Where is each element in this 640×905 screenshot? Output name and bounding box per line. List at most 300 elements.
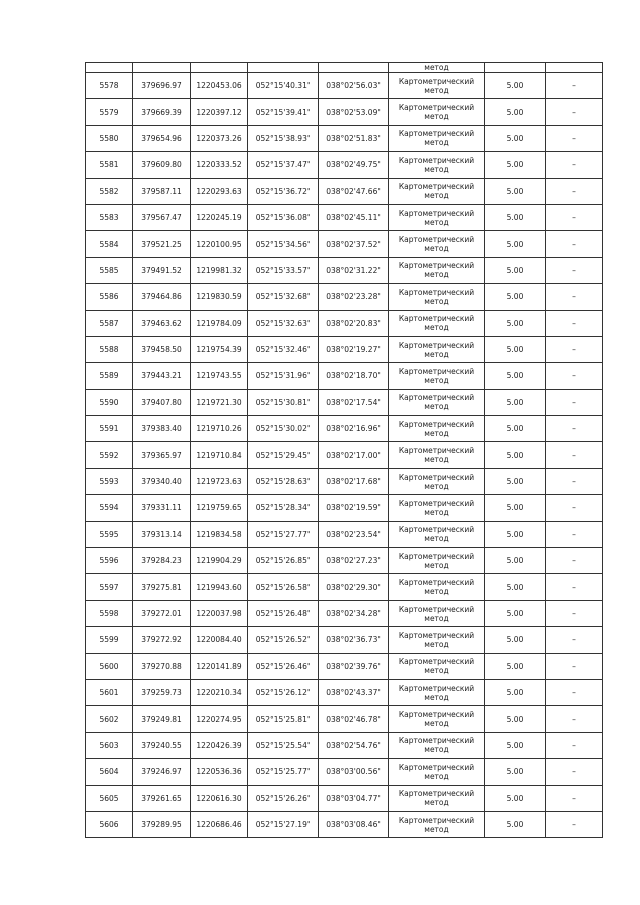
cell-x: 379491.52 (133, 257, 191, 283)
cell-number: 5605 (86, 785, 133, 811)
cell-method (389, 785, 485, 811)
cell-latitude: 052°15'31.96" (248, 363, 319, 389)
cell-number: 5602 (86, 706, 133, 732)
cell-x: 379313.14 (133, 521, 191, 547)
table-row (86, 521, 603, 547)
cell-longitude: 038°02'29.30" (319, 574, 389, 600)
cell-accuracy: 5.00 (485, 811, 546, 837)
cell-latitude: 052°15'26.52" (248, 627, 319, 653)
cell-number: 5596 (86, 548, 133, 574)
table-row (86, 152, 603, 178)
method-line-1: Картометрический (398, 314, 475, 324)
cell-accuracy: 5.00 (485, 178, 546, 204)
cell-latitude: 052°15'28.63" (248, 468, 319, 494)
cell-longitude: 038°02'47.66" (319, 178, 389, 204)
cell-method (389, 521, 485, 547)
cell-latitude: 052°15'28.34" (248, 495, 319, 521)
cell-y: 1220084.40 (191, 627, 248, 653)
cell-latitude: 052°15'38.93" (248, 125, 319, 151)
cell-method (389, 257, 485, 283)
cell-latitude: 052°15'30.81" (248, 389, 319, 415)
cell-latitude: 052°15'32.63" (248, 310, 319, 336)
table-row (86, 125, 603, 151)
cell-latitude: 052°15'34.56" (248, 231, 319, 257)
cell-x: 379331.11 (133, 495, 191, 521)
method-line-2: метод (424, 824, 449, 834)
cell-y (191, 63, 248, 73)
method-line-1: Картометрический (398, 155, 475, 165)
cell-latitude: 052°15'40.31" (248, 73, 319, 99)
cell-number: 5586 (86, 284, 133, 310)
cell-method (389, 627, 485, 653)
cell-y: 1219834.58 (191, 521, 248, 547)
cell-x: 379463.62 (133, 310, 191, 336)
cell-y: 1220333.52 (191, 152, 248, 178)
method-line-2: метод (424, 692, 449, 702)
cell-number: 5585 (86, 257, 133, 283)
cell-x: 379275.81 (133, 574, 191, 600)
cell-method (389, 759, 485, 785)
method-line-2: метод (424, 191, 449, 201)
method-line-2: метод (424, 375, 449, 385)
cell-y: 1219830.59 (191, 284, 248, 310)
method-line-1: Картометрический (398, 261, 475, 271)
cell-accuracy: 5.00 (485, 521, 546, 547)
cell-x: 379654.96 (133, 125, 191, 151)
method-line-1: Картометрический (398, 762, 475, 772)
cell-number: 5579 (86, 99, 133, 125)
cell-number: 5591 (86, 416, 133, 442)
cell-latitude: 052°15'26.48" (248, 600, 319, 626)
cell-latitude: 052°15'26.26" (248, 785, 319, 811)
cell-longitude: 038°02'17.68" (319, 468, 389, 494)
cell-method (389, 310, 485, 336)
cell-x: 379669.39 (133, 99, 191, 125)
table-row (86, 811, 603, 837)
cell-y: 1220373.26 (191, 125, 248, 151)
table-row (86, 73, 603, 99)
cell-y: 1220686.46 (191, 811, 248, 837)
cell-accuracy: 5.00 (485, 310, 546, 336)
cell-x: 379259.73 (133, 679, 191, 705)
cell-description: – (546, 759, 603, 785)
table-row (86, 653, 603, 679)
cell-number: 5593 (86, 468, 133, 494)
method-line-1: Картометрический (398, 235, 475, 245)
cell-accuracy: 5.00 (485, 600, 546, 626)
cell-accuracy: 5.00 (485, 785, 546, 811)
cell-method (389, 495, 485, 521)
method-line-1: Картометрический (398, 710, 475, 720)
method-line-2: метод (424, 798, 449, 808)
cell-description: – (546, 706, 603, 732)
cell-latitude: 052°15'39.41" (248, 99, 319, 125)
cell-method (389, 416, 485, 442)
table-row (86, 99, 603, 125)
method-line-2: метод (424, 455, 449, 465)
method-line-2: метод (424, 112, 449, 122)
cell-longitude: 038°02'56.03" (319, 73, 389, 99)
method-line-2: метод (424, 138, 449, 148)
cell-accuracy: 5.00 (485, 679, 546, 705)
cell-y: 1220245.19 (191, 204, 248, 230)
cell-x: 379340.40 (133, 468, 191, 494)
cell-method (389, 284, 485, 310)
cell-accuracy: 5.00 (485, 99, 546, 125)
cell-y: 1219981.32 (191, 257, 248, 283)
cell-description: – (546, 389, 603, 415)
cell-method (389, 811, 485, 837)
method-line-1: Картометрический (398, 182, 475, 192)
table-row (86, 574, 603, 600)
method-line-2: метод (424, 745, 449, 755)
cell-accuracy: 5.00 (485, 548, 546, 574)
cell-latitude: 052°15'27.19" (248, 811, 319, 837)
cell-number: 5584 (86, 231, 133, 257)
cell-number: 5606 (86, 811, 133, 837)
cell-number: 5580 (86, 125, 133, 151)
cell-accuracy: 5.00 (485, 574, 546, 600)
cell-longitude: 038°02'17.54" (319, 389, 389, 415)
method-line-2: метод (424, 534, 449, 544)
cell-accuracy: 5.00 (485, 389, 546, 415)
cell-latitude: 052°15'25.54" (248, 732, 319, 758)
cell-y: 1219710.84 (191, 442, 248, 468)
cell-number: 5600 (86, 653, 133, 679)
cell-x: 379407.80 (133, 389, 191, 415)
cell-longitude (319, 63, 389, 73)
method-line-1: Картометрический (398, 736, 475, 746)
cell-longitude: 038°02'19.27" (319, 336, 389, 362)
cell-longitude: 038°02'27.23" (319, 548, 389, 574)
cell-y: 1220397.12 (191, 99, 248, 125)
cell-description: – (546, 125, 603, 151)
cell-longitude: 038°02'18.70" (319, 363, 389, 389)
cell-description: – (546, 732, 603, 758)
method-line-2: метод (424, 666, 449, 676)
coordinates-table (85, 62, 603, 838)
cell-x: 379383.40 (133, 416, 191, 442)
method-line-2: метод (424, 402, 449, 412)
cell-number: 5604 (86, 759, 133, 785)
cell-x: 379443.21 (133, 363, 191, 389)
cell-x: 379261.65 (133, 785, 191, 811)
method-line-1: Картометрический (398, 340, 475, 350)
cell-description: – (546, 99, 603, 125)
cell-latitude: 052°15'33.57" (248, 257, 319, 283)
cell-y: 1220453.06 (191, 73, 248, 99)
cell-description: – (546, 152, 603, 178)
table-row (86, 600, 603, 626)
cell-x: 379284.23 (133, 548, 191, 574)
cell-method (389, 653, 485, 679)
method-line-1: Картометрический (398, 76, 475, 86)
cell-method (389, 363, 485, 389)
cell-longitude: 038°03'00.56" (319, 759, 389, 785)
table-row (86, 389, 603, 415)
cell-y: 1219710.26 (191, 416, 248, 442)
cell-latitude: 052°15'26.46" (248, 653, 319, 679)
cell-x: 379249.81 (133, 706, 191, 732)
cell-x: 379289.95 (133, 811, 191, 837)
continuation-row (86, 63, 603, 73)
cell-y: 1219743.55 (191, 363, 248, 389)
cell-description: – (546, 600, 603, 626)
method-line-2: метод (424, 507, 449, 517)
cell-number: 5597 (86, 574, 133, 600)
cell-longitude: 038°03'08.46" (319, 811, 389, 837)
cell-number: 5589 (86, 363, 133, 389)
cell-description: – (546, 468, 603, 494)
cell-x: 379272.01 (133, 600, 191, 626)
cell-latitude: 052°15'32.46" (248, 336, 319, 362)
cell-method (389, 178, 485, 204)
cell-longitude: 038°02'23.28" (319, 284, 389, 310)
cell-latitude: 052°15'25.81" (248, 706, 319, 732)
cell-number (86, 63, 133, 73)
cell-x: 379272.92 (133, 627, 191, 653)
table-row (86, 627, 603, 653)
method-line-1: Картометрический (398, 815, 475, 825)
method-line-1: Картометрический (398, 446, 475, 456)
cell-x (133, 63, 191, 73)
cell-description: – (546, 178, 603, 204)
cell-method (389, 231, 485, 257)
cell-method: метод (389, 63, 485, 73)
cell-number: 5582 (86, 178, 133, 204)
cell-number: 5595 (86, 521, 133, 547)
cell-description: – (546, 548, 603, 574)
cell-longitude: 038°02'19.59" (319, 495, 389, 521)
cell-x: 379464.86 (133, 284, 191, 310)
cell-method (389, 679, 485, 705)
cell-latitude: 052°15'27.77" (248, 521, 319, 547)
cell-latitude: 052°15'32.68" (248, 284, 319, 310)
cell-number: 5581 (86, 152, 133, 178)
cell-latitude: 052°15'36.72" (248, 178, 319, 204)
cell-description: – (546, 257, 603, 283)
cell-accuracy: 5.00 (485, 284, 546, 310)
method-line-1: Картометрический (398, 103, 475, 113)
cell-latitude (248, 63, 319, 73)
method-line-2: метод (424, 323, 449, 333)
method-line-1: Картометрический (398, 578, 475, 588)
table-row (86, 284, 603, 310)
cell-latitude: 052°15'26.85" (248, 548, 319, 574)
table-row (86, 732, 603, 758)
method-line-2: метод (424, 428, 449, 438)
cell-number: 5598 (86, 600, 133, 626)
cell-accuracy: 5.00 (485, 336, 546, 362)
cell-description: – (546, 679, 603, 705)
cell-longitude: 038°02'36.73" (319, 627, 389, 653)
cell-latitude: 052°15'29.45" (248, 442, 319, 468)
table-row (86, 231, 603, 257)
cell-description: – (546, 416, 603, 442)
cell-method (389, 548, 485, 574)
cell-accuracy: 5.00 (485, 125, 546, 151)
method-line-2: метод (424, 639, 449, 649)
cell-accuracy: 5.00 (485, 759, 546, 785)
cell-method (389, 336, 485, 362)
cell-method (389, 574, 485, 600)
cell-description: – (546, 442, 603, 468)
table-row (86, 468, 603, 494)
table-row (86, 759, 603, 785)
cell-y: 1220293.63 (191, 178, 248, 204)
cell-method (389, 600, 485, 626)
cell-accuracy (485, 63, 546, 73)
cell-longitude: 038°02'31.22" (319, 257, 389, 283)
table-row (86, 204, 603, 230)
cell-accuracy: 5.00 (485, 204, 546, 230)
cell-y: 1219723.63 (191, 468, 248, 494)
cell-description: – (546, 204, 603, 230)
cell-method (389, 152, 485, 178)
cell-longitude: 038°02'53.09" (319, 99, 389, 125)
cell-y: 1220100.95 (191, 231, 248, 257)
method-line-1: Картометрический (398, 525, 475, 535)
method-line-1: Картометрический (398, 604, 475, 614)
method-line-1: Картометрический (398, 789, 475, 799)
cell-longitude: 038°02'54.76" (319, 732, 389, 758)
cell-latitude: 052°15'26.58" (248, 574, 319, 600)
cell-description: – (546, 231, 603, 257)
table-row (86, 442, 603, 468)
cell-accuracy: 5.00 (485, 442, 546, 468)
table-row (86, 178, 603, 204)
method-line-2: метод (424, 560, 449, 570)
table-row (86, 257, 603, 283)
cell-y: 1219759.65 (191, 495, 248, 521)
method-line-2: метод (424, 164, 449, 174)
cell-y: 1220141.89 (191, 653, 248, 679)
cell-method (389, 204, 485, 230)
cell-accuracy: 5.00 (485, 732, 546, 758)
cell-description: – (546, 627, 603, 653)
cell-x: 379521.25 (133, 231, 191, 257)
method-line-2: метод (424, 349, 449, 359)
table-row (86, 785, 603, 811)
cell-longitude: 038°02'20.83" (319, 310, 389, 336)
method-line-2: метод (424, 270, 449, 280)
table-row (86, 363, 603, 389)
cell-longitude: 038°02'49.75" (319, 152, 389, 178)
method-line-1: Картометрический (398, 419, 475, 429)
cell-x: 379270.88 (133, 653, 191, 679)
cell-description: – (546, 363, 603, 389)
cell-description: – (546, 73, 603, 99)
cell-accuracy: 5.00 (485, 73, 546, 99)
table-row (86, 706, 603, 732)
cell-number: 5592 (86, 442, 133, 468)
cell-x: 379458.50 (133, 336, 191, 362)
cell-longitude: 038°02'43.37" (319, 679, 389, 705)
cell-y: 1219754.39 (191, 336, 248, 362)
method-line-1: Картометрический (398, 366, 475, 376)
cell-number: 5588 (86, 336, 133, 362)
cell-longitude: 038°02'34.28" (319, 600, 389, 626)
cell-description: – (546, 653, 603, 679)
cell-number: 5599 (86, 627, 133, 653)
cell-y: 1219943.60 (191, 574, 248, 600)
cell-number: 5587 (86, 310, 133, 336)
table-row (86, 336, 603, 362)
cell-longitude: 038°02'17.00" (319, 442, 389, 468)
cell-description: – (546, 785, 603, 811)
cell-x: 379587.11 (133, 178, 191, 204)
cell-number: 5583 (86, 204, 133, 230)
cell-number: 5590 (86, 389, 133, 415)
cell-x: 379609.80 (133, 152, 191, 178)
cell-method (389, 389, 485, 415)
cell-number: 5603 (86, 732, 133, 758)
method-line-1: Картометрический (398, 393, 475, 403)
cell-method (389, 99, 485, 125)
cell-longitude: 038°02'37.52" (319, 231, 389, 257)
table-row (86, 548, 603, 574)
method-line-1: Картометрический (398, 129, 475, 139)
cell-y: 1220210.34 (191, 679, 248, 705)
cell-method (389, 442, 485, 468)
cell-longitude: 038°02'45.11" (319, 204, 389, 230)
cell-description (546, 63, 603, 73)
cell-latitude: 052°15'37.47" (248, 152, 319, 178)
cell-number: 5578 (86, 73, 133, 99)
table-row (86, 310, 603, 336)
method-line-2: метод (424, 217, 449, 227)
method-line-1: Картометрический (398, 208, 475, 218)
cell-accuracy: 5.00 (485, 152, 546, 178)
table-row (86, 679, 603, 705)
table-row (86, 416, 603, 442)
method-line-1: Картометрический (398, 551, 475, 561)
method-line-1: Картометрический (398, 683, 475, 693)
cell-y: 1220536.36 (191, 759, 248, 785)
method-line-1: Картометрический (398, 630, 475, 640)
cell-x: 379365.97 (133, 442, 191, 468)
cell-method (389, 706, 485, 732)
cell-longitude: 038°02'51.83" (319, 125, 389, 151)
cell-accuracy: 5.00 (485, 495, 546, 521)
cell-longitude: 038°03'04.77" (319, 785, 389, 811)
table-body (86, 63, 603, 838)
cell-y: 1220037.98 (191, 600, 248, 626)
cell-accuracy: 5.00 (485, 231, 546, 257)
method-line-1: Картометрический (398, 287, 475, 297)
cell-method (389, 73, 485, 99)
method-line-2: метод (424, 244, 449, 254)
cell-description: – (546, 521, 603, 547)
cell-method (389, 732, 485, 758)
cell-y: 1219721.30 (191, 389, 248, 415)
cell-y: 1219784.09 (191, 310, 248, 336)
cell-longitude: 038°02'16.96" (319, 416, 389, 442)
cell-number: 5601 (86, 679, 133, 705)
cell-description: – (546, 284, 603, 310)
cell-method (389, 468, 485, 494)
cell-accuracy: 5.00 (485, 627, 546, 653)
method-line-2: метод (424, 481, 449, 491)
method-line-2: метод (424, 613, 449, 623)
table-row (86, 495, 603, 521)
cell-y: 1219904.29 (191, 548, 248, 574)
cell-description: – (546, 336, 603, 362)
method-line-1: Картометрический (398, 657, 475, 667)
cell-y: 1220274.95 (191, 706, 248, 732)
method-line-2: метод (424, 587, 449, 597)
cell-y: 1220616.30 (191, 785, 248, 811)
